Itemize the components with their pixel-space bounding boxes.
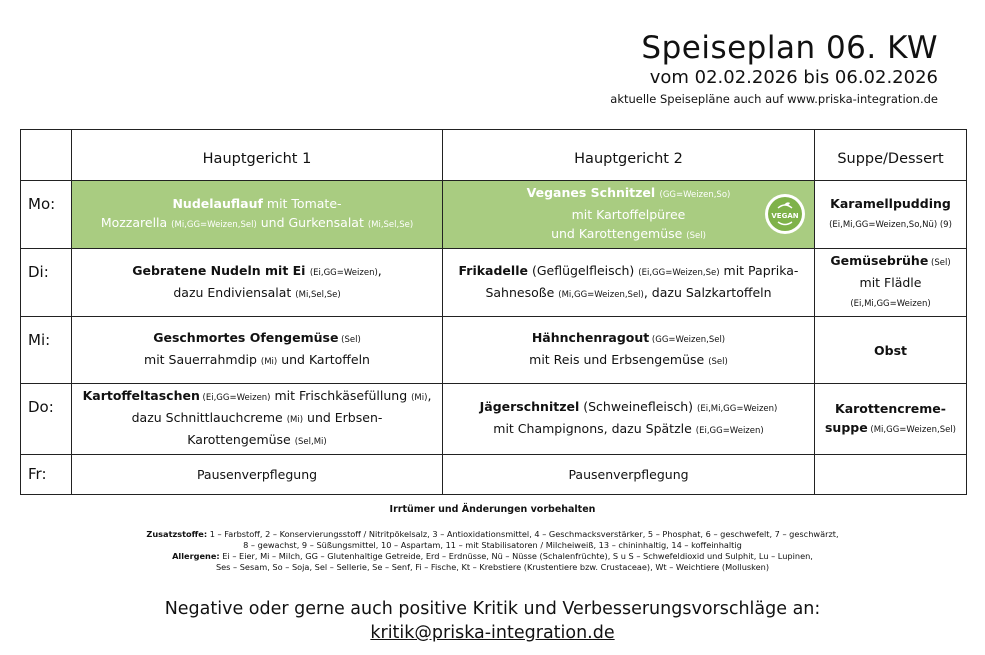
dish-text: und Kartoffeln (277, 352, 370, 367)
vegan-badge-icon (764, 193, 806, 235)
thursday-main1 (72, 384, 443, 455)
dish-name: Frikadelle (458, 262, 528, 278)
dish-text: und Erbsen- (303, 410, 383, 425)
dish-text: mit Tomate- (262, 196, 342, 211)
dish-name: Hähnchenragout (531, 330, 650, 345)
allergens-label: Allergene: (172, 551, 220, 561)
row-wednesday (21, 317, 967, 384)
allergen-note: (Sel) (686, 231, 706, 241)
allergen-note: (GG=Weizen,Sel) (649, 335, 726, 345)
dish-name: Gemüsebrühe (830, 253, 929, 268)
allergen-note: (Mi,GG=Weizen,Sel) (558, 289, 644, 300)
thursday-soup (815, 384, 967, 455)
dish-text: (Schweinefleisch) (579, 399, 698, 414)
row-tuesday (21, 249, 967, 317)
tuesday-main1 (72, 249, 443, 317)
dish-text: Mozzarella (100, 215, 172, 230)
day-label-tuesday: Di: (21, 249, 72, 317)
dish-name: Veganes Schnitzel (526, 185, 660, 200)
dish-text: mit Flädle (859, 275, 922, 290)
allergens-line1 (0, 551, 985, 562)
monday-main1 (72, 181, 443, 249)
monday-soup (815, 181, 967, 249)
wednesday-main1 (72, 317, 443, 384)
allergen-note: (Ei,GG=Weizen) (695, 426, 764, 436)
additives-text: 1 – Farbstoff, 2 – Konservierungsstoff / Nitritpökelsalz, 3 – Antioxidationsmittel, 4 – Geschmacksverstärker, 5 – Phosphat, 6 – geschwefelt, 7 – geschwärzt, (207, 529, 839, 539)
allergen-note: (Mi,GG=Weizen,Sel) (171, 220, 257, 230)
dish-text: und Karottengemüse (551, 226, 687, 241)
friday-soup (815, 455, 967, 495)
row-friday (21, 455, 967, 495)
tuesday-main2 (443, 249, 815, 317)
allergen-note: (Mi,Sel,Se) (295, 289, 341, 300)
dish-name: Nudelauflauf (172, 196, 263, 211)
dish-text: , dazu Salzkartoffeln (643, 284, 772, 300)
allergen-note: (Ei,GG=Weizen) (199, 393, 271, 403)
dish-name: Kartoffeltaschen (82, 388, 200, 403)
allergen-note: (Ei,Mi,GG=Weizen) (850, 299, 931, 309)
dish-text: mit Frischkäsefüllung (270, 388, 412, 403)
day-label-friday: Fr: (21, 455, 72, 495)
dish-text: dazu Endiviensalat (173, 284, 296, 300)
table-header-row (21, 130, 967, 181)
dish-name: Gebratene Nudeln mit Ei (132, 262, 310, 278)
feedback-email-link[interactable]: kritik@priska-integration.de (370, 623, 615, 643)
dish-text: , (377, 262, 382, 278)
allergen-note: (Ei,Mi,GG=Weizen) (697, 404, 778, 414)
dish-name: Karottencreme- (835, 400, 946, 416)
dish-text: , (427, 388, 432, 403)
wednesday-soup (815, 317, 967, 384)
allergen-note: (GG=Weizen,So) (659, 190, 731, 200)
allergen-note: (Mi) (411, 393, 428, 403)
allergens-text: Ei – Eier, Mi – Milch, GG – Glutenhaltige Getreide, Erd – Erdnüsse, Nü – Nüsse (Schalenfrüchte), S u S – Schwefeldioxid und Sulphit, Lu – Lupinen, (219, 551, 813, 561)
wednesday-main2 (443, 317, 815, 384)
row-monday (21, 181, 967, 249)
dish-text: mit Kartoffelpüree (571, 207, 686, 222)
dish-name: Jägerschnitzel (479, 399, 580, 414)
allergen-note: (Sel) (708, 357, 728, 367)
thursday-main2 (443, 384, 815, 455)
day-label-thursday: Do: (21, 384, 72, 455)
additives-line1 (0, 529, 985, 540)
allergen-note: (Ei,Mi,GG=Weizen,So,Nü) (9) (829, 220, 952, 230)
dish-text: mit Paprika- (719, 262, 799, 278)
header-main1: Hauptgericht 1 (72, 130, 443, 181)
header-soup: Suppe/Dessert (815, 130, 967, 181)
row-thursday (21, 384, 967, 455)
additives-label: Zusatzstoffe: (146, 529, 208, 539)
additives-allergens-legend (0, 529, 985, 573)
disclaimer: Irrtümer und Änderungen vorbehalten (389, 504, 596, 515)
additives-line2: 8 – gewachst, 9 – Süßungsmittel, 10 – Aspartam, 11 – mit Stabilisatoren / Milcheiweiß, 13 – chininhaltig, 14 – koffeinhaltig (243, 540, 742, 550)
dish-text: (Geflügelfleisch) (527, 262, 639, 278)
header-main2: Hauptgericht 2 (443, 130, 815, 181)
dish-text: mit Sauerrahmdip (144, 352, 261, 367)
dish-name: Karamellpudding (830, 196, 951, 211)
allergens-line2: Ses – Sesam, So – Soja, Sel – Sellerie, Se – Senf, Fi – Fische, Kt – Krebstiere (Krustentiere bzw. Crustaceae), Wt – Weichtiere (Mollusken) (215, 562, 770, 572)
dish-text: Sahnesoße (485, 284, 559, 300)
dish-text: und Gurkensalat (256, 215, 368, 230)
dish-name: Geschmortes Ofengemüse (153, 330, 339, 345)
web-note: aktuelle Speisepläne auch auf www.priska-integration.de (610, 92, 938, 106)
allergen-note: (Sel) (928, 258, 951, 268)
friday-main1: Pausenverpflegung (72, 455, 443, 495)
allergen-note: (Mi,Sel,Se) (367, 220, 414, 230)
day-label-monday: Mo: (21, 181, 72, 249)
dish-text: Karottengemüse (187, 432, 295, 447)
allergen-note: (Sel) (338, 335, 361, 345)
dish-name: suppe (824, 419, 868, 435)
dish-name: Obst (874, 342, 907, 358)
dish-text: dazu Schnittlauchcreme (131, 410, 287, 425)
page-header (610, 30, 938, 107)
dish-text: mit Reis und Erbsengemüse (529, 352, 709, 367)
allergen-note: (Ei,GG=Weizen,Se) (638, 267, 720, 278)
meal-plan-table (20, 129, 967, 495)
date-range: vom 02.02.2026 bis 06.02.2026 (649, 67, 938, 88)
allergen-note: (Mi,GG=Weizen,Sel) (867, 424, 956, 435)
feedback-text: Negative oder gerne auch positive Kritik und Verbesserungsvorschläge an: (164, 599, 821, 619)
header-day (21, 130, 72, 181)
friday-main2: Pausenverpflegung (443, 455, 815, 495)
vegan-badge-label: VEGAN (771, 212, 799, 220)
day-label-wednesday: Mi: (21, 317, 72, 384)
allergen-note: (Mi) (286, 415, 304, 425)
page-title: Speiseplan 06. KW (641, 30, 938, 66)
monday-main2 (443, 181, 815, 249)
feedback-section (0, 597, 985, 645)
allergen-note: (Ei,GG=Weizen) (309, 267, 378, 278)
allergen-note: (Mi) (260, 357, 278, 367)
allergen-note: (Sel,Mi) (294, 437, 327, 447)
dish-text: mit Champignons, dazu Spätzle (493, 421, 696, 436)
tuesday-soup (815, 249, 967, 317)
